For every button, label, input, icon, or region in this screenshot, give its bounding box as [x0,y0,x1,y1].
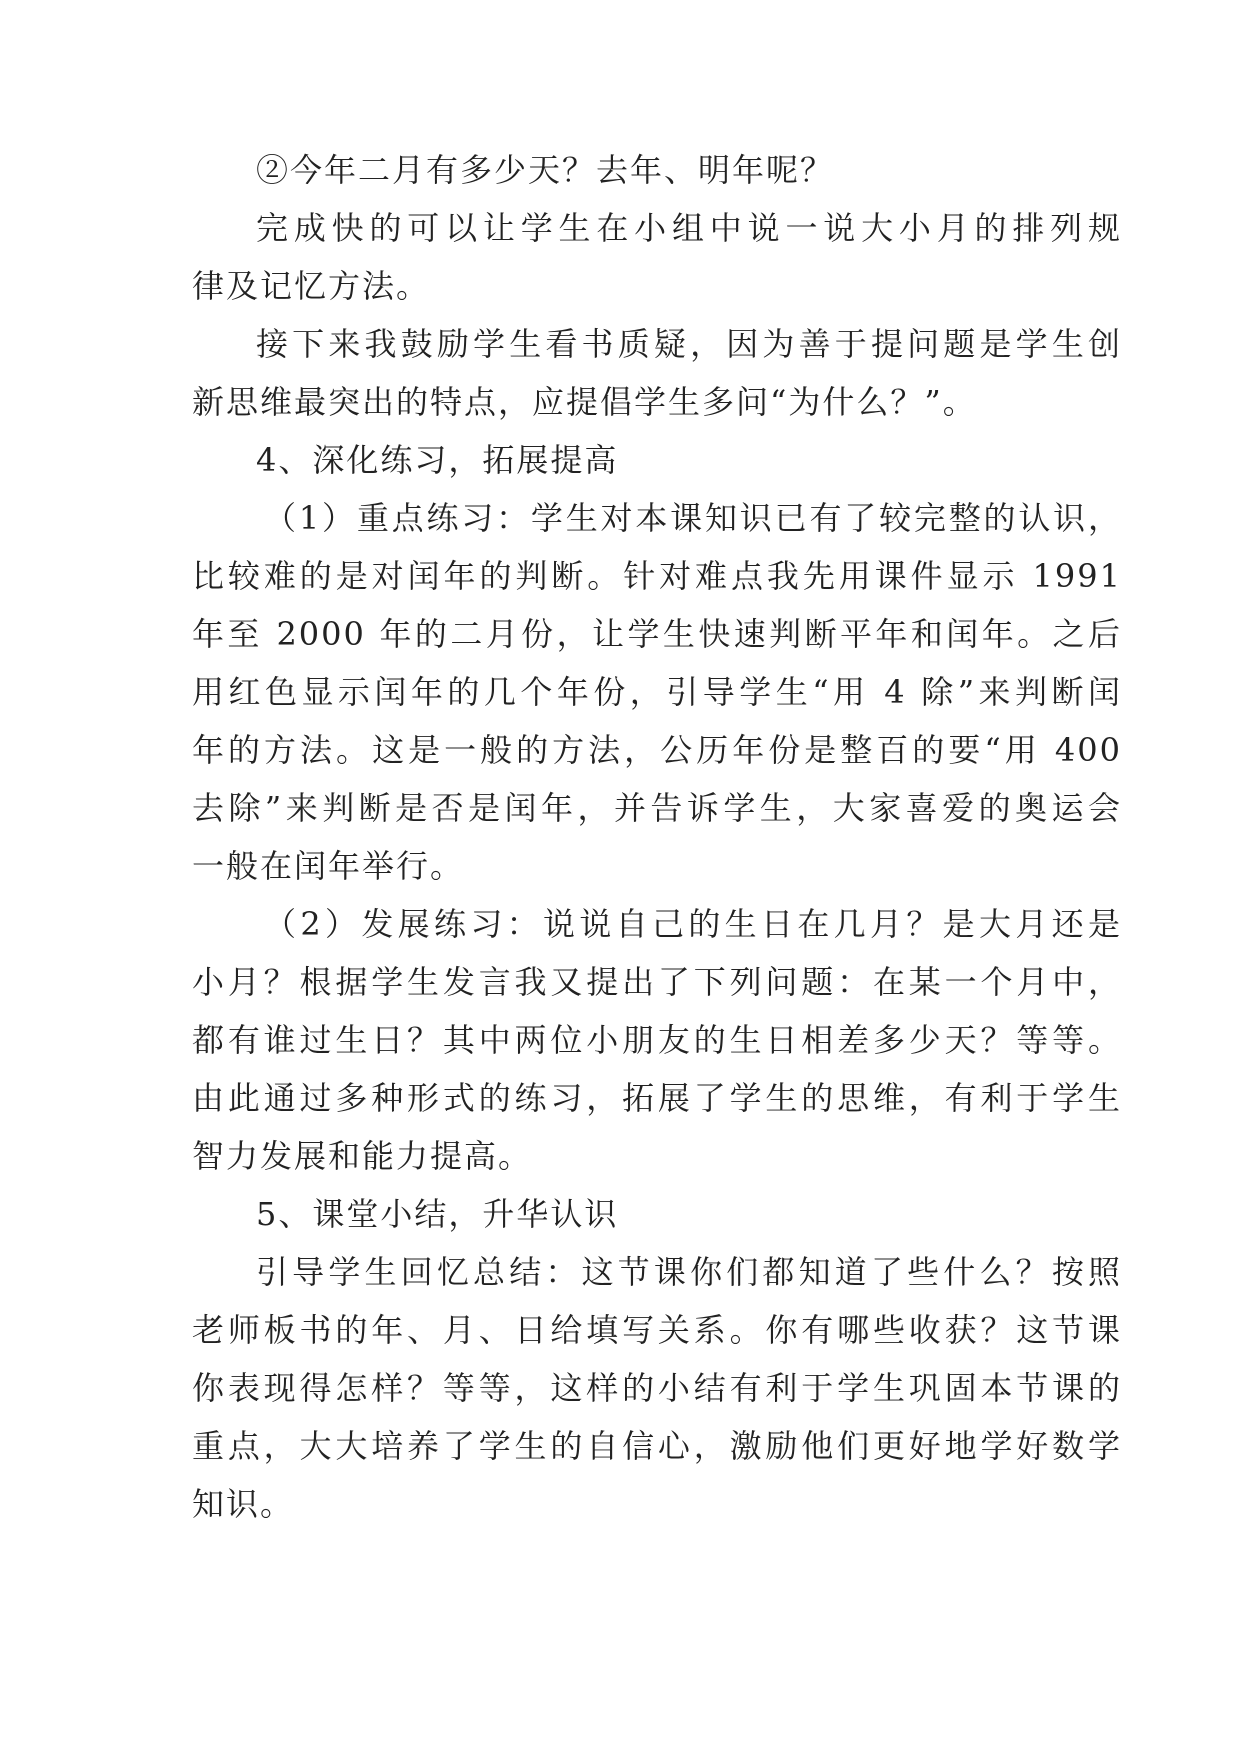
text-line: 用红色显示闰年的几个年份，引导学生“用 4 除”来判断闰 [192,673,1122,711]
text-line: 完成快的可以让学生在小组中说一说大小月的排列规 [256,209,1122,247]
text-line: 知识。 [192,1485,295,1523]
text-line: ②今年二月有多少天？去年、明年呢？ [256,151,835,189]
text-line: 接下来我鼓励学生看书质疑，因为善于提问题是学生创 [256,325,1122,363]
text-line: （2）发展练习：说说自己的生日在几月？是大月还是 [264,905,1122,943]
text-line: 年至 2000 年的二月份，让学生快速判断平年和闰年。之后 [192,615,1122,653]
text-line: （1）重点练习：学生对本课知识已有了较完整的认识， [264,499,1122,537]
text-line: 由此通过多种形式的练习，拓展了学生的思维，有利于学生 [192,1079,1122,1117]
text-line: 比较难的是对闰年的判断。针对难点我先用课件显示 1991 [192,557,1122,595]
text-line: 都有谁过生日？其中两位小朋友的生日相差多少天？等等。 [192,1021,1122,1059]
text-line: 小月？根据学生发言我又提出了下列问题：在某一个月中， [192,963,1122,1001]
text-line: 重点，大大培养了学生的自信心，激励他们更好地学好数学 [192,1427,1122,1465]
text-line: 引导学生回忆总结：这节课你们都知道了些什么？按照 [256,1253,1122,1291]
section-heading: 4、深化练习，拓展提高 [256,441,619,479]
text-line: 一般在闰年举行。 [192,847,465,885]
text-line: 去除”来判断是否是闰年，并告诉学生，大家喜爱的奥运会 [192,789,1122,827]
text-line: 智力发展和能力提高。 [192,1137,533,1175]
text-line: 律及记忆方法。 [192,267,431,305]
section-heading: 5、课堂小结，升华认识 [256,1195,619,1233]
text-line: 你表现得怎样？等等，这样的小结有利于学生巩固本节课的 [192,1369,1122,1407]
text-line: 老师板书的年、月、日给填写关系。你有哪些收获？这节课 [192,1311,1122,1349]
text-line: 年的方法。这是一般的方法，公历年份是整百的要“用 400 [192,731,1122,769]
text-line: 新思维最突出的特点，应提倡学生多问“为什么？”。 [192,383,977,421]
